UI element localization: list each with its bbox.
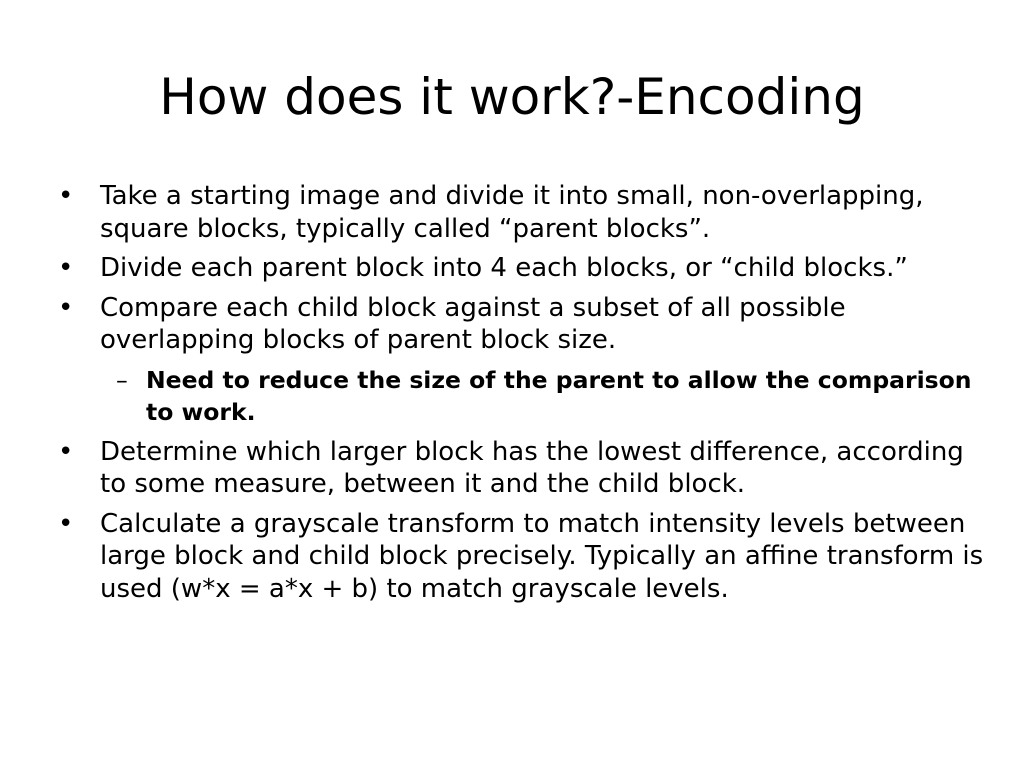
bullet-text-1: Take a starting image and divide it into small, non-overlapping, square blocks, typically called “parent blocks”. [100, 181, 924, 244]
bullet-marker: • [58, 436, 74, 467]
bullet-item-4 [58, 436, 993, 501]
bullet-text-3: Compare each child block against a subset of all possible overlapping blocks of parent block size. [100, 292, 846, 355]
bullet-marker: • [58, 181, 74, 211]
bullet-marker: • [58, 292, 74, 323]
bullet-item-2 [58, 252, 993, 285]
slide-title: How does it work?-Encoding [159, 68, 865, 126]
sub-bullet-text: Need to reduce the size of the parent to allow the comparison to work. [146, 365, 972, 426]
bullet-item-3 [58, 292, 993, 357]
sub-bullet-marker: – [116, 365, 128, 394]
bullet-text-4: Determine which larger block has the lowest difference, according to some measure, between it and the child block. [100, 436, 964, 499]
bullet-text-5: Calculate a grayscale transform to match intensity levels between large block and child block precisely. Typically an affine transform is used (w*x = a*x + b) to match grayscale levels. [100, 508, 984, 604]
bullet-item-1 [58, 180, 993, 245]
bullet-text-2: Divide each parent block into 4 each blocks, or “child blocks.” [100, 253, 908, 283]
bullet-item-5 [58, 508, 993, 606]
sub-bullet-item [58, 364, 993, 429]
bullet-list [58, 180, 993, 612]
bullet-marker: • [58, 508, 74, 539]
bullet-marker: • [58, 253, 74, 283]
